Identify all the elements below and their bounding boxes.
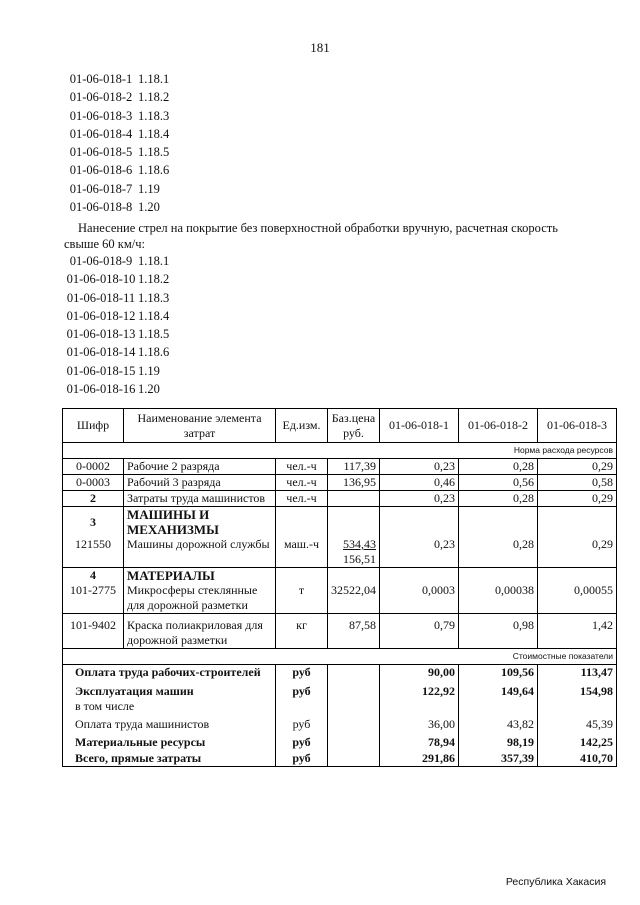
cell-name: Затраты труда машинистов — [124, 491, 276, 507]
cell-code: 0-0003 — [63, 475, 124, 491]
cost-row — [63, 714, 617, 732]
code: 01-06-018-14 — [66, 345, 136, 360]
cell-code: 0-0002 — [63, 459, 124, 475]
cell-value: 0,28 — [459, 459, 538, 475]
section-row-machines — [63, 507, 617, 538]
cell-price — [328, 491, 380, 507]
code-line — [64, 125, 169, 143]
cell-name: Краска полиакриловая для дорожной разметки — [124, 614, 276, 649]
cell-value: 0,23 — [380, 491, 459, 507]
table-row — [63, 614, 617, 649]
code-ref: 1.18.3 — [138, 290, 170, 305]
section-title: МАТЕРИАЛЫ — [124, 568, 276, 584]
cell-name: Рабочий 3 разряда — [124, 475, 276, 491]
cost-row — [63, 665, 617, 681]
cell-value: 0,00038 — [459, 583, 538, 614]
cell-empty — [276, 568, 328, 584]
cost-value: 43,82 — [459, 714, 538, 732]
code: 01-06-018-9 — [69, 254, 133, 268]
cost-value: 113,47 — [538, 665, 617, 681]
code-list-1 — [64, 70, 169, 216]
cost-row — [63, 680, 617, 699]
cell-value: 0,23 — [380, 537, 459, 568]
cell-price: 32522,04 — [328, 583, 380, 614]
code-line — [64, 107, 169, 125]
cell-empty — [328, 507, 380, 538]
cost-unit: руб — [276, 750, 328, 767]
cost-value: 122,92 — [380, 680, 459, 699]
code: 01-06-018-4 — [69, 126, 133, 141]
code: 01-06-018-6 — [69, 163, 133, 178]
code-line — [64, 70, 169, 88]
cost-row-total — [63, 750, 617, 767]
cell-code: 101-9402 — [63, 614, 124, 649]
cost-value: 109,56 — [459, 665, 538, 681]
cell-price: 117,39 — [328, 459, 380, 475]
cell-empty — [459, 568, 538, 584]
cell-empty — [538, 507, 617, 538]
code: 01-06-018-8 — [69, 200, 133, 215]
cell-code: 2 — [63, 491, 124, 507]
price-underlined: 534,43 — [343, 537, 376, 551]
cell-unit: чел.-ч — [276, 475, 328, 491]
cell-value: 0,28 — [459, 537, 538, 568]
cell-name: Машины дорожной службы — [124, 537, 276, 568]
table-header-row — [63, 409, 617, 443]
cell-code: 3 — [63, 507, 124, 538]
section-title: МАШИНЫ И МЕХАНИЗМЫ — [124, 507, 276, 538]
cost-value: 90,00 — [380, 665, 459, 681]
cell-empty — [380, 699, 459, 714]
cell-unit: чел.-ч — [276, 459, 328, 475]
cost-unit: руб — [276, 732, 328, 750]
cost-row — [63, 699, 617, 714]
cost-value: 36,00 — [380, 714, 459, 732]
cost-value: 410,70 — [538, 750, 617, 767]
price-secondary: 156,51 — [343, 552, 376, 566]
cost-name: Всего, прямые затраты — [63, 750, 276, 767]
table-row — [63, 475, 617, 491]
section-row-materials — [63, 568, 617, 584]
code: 01-06-018-5 — [69, 145, 133, 160]
cell-name: Рабочие 2 разряда — [124, 459, 276, 475]
cost-value: 45,39 — [538, 714, 617, 732]
code: 01-06-018-3 — [69, 108, 133, 123]
cell-value: 0,0003 — [380, 583, 459, 614]
cost-name: Оплата труда рабочих-строителей — [63, 665, 276, 681]
cell-empty — [328, 750, 380, 767]
cost-name: Материальные ресурсы — [63, 732, 276, 750]
cell-empty — [328, 665, 380, 681]
cell-value: 0,98 — [459, 614, 538, 649]
code-line — [64, 143, 169, 161]
cell-value: 0,28 — [459, 491, 538, 507]
code-ref: 1.18.2 — [138, 90, 170, 105]
cell-empty — [276, 699, 328, 714]
cell-empty — [459, 699, 538, 714]
code-line — [64, 198, 169, 216]
cell-value: 0,46 — [380, 475, 459, 491]
cost-caption-row — [63, 649, 617, 665]
cell-code: 121550 — [63, 537, 124, 568]
cell-unit: чел.-ч — [276, 491, 328, 507]
cell-value: 1,42 — [538, 614, 617, 649]
code-ref: 1.20 — [138, 200, 160, 215]
code: 01-06-018-13 — [66, 327, 136, 342]
code-line — [64, 362, 169, 380]
cell-empty — [328, 714, 380, 732]
cost-value: 98,19 — [459, 732, 538, 750]
cell-code: 101-2775 — [63, 583, 124, 614]
cell-empty — [459, 507, 538, 538]
cost-name: Эксплуатация машин — [63, 680, 276, 699]
cell-unit: маш.-ч — [276, 537, 328, 568]
code: 01-06-018-7 — [69, 181, 133, 196]
cell-price: 87,58 — [328, 614, 380, 649]
code-line — [64, 307, 169, 325]
cell-value: 0,23 — [380, 459, 459, 475]
cost-caption: Стоимостные показатели — [63, 649, 617, 665]
cell-value: 0,58 — [538, 475, 617, 491]
cost-unit: руб — [276, 714, 328, 732]
code-ref: 1.18.4 — [138, 308, 170, 323]
header-col2: 01-06-018-2 — [459, 409, 538, 443]
cost-value: 291,86 — [380, 750, 459, 767]
code-ref: 1.18.4 — [138, 126, 170, 141]
table-row — [63, 459, 617, 475]
work-description: Нанесение стрел на покрытие без поверхностной обработки вручную, расчетная скорость свыше 60 км/ч: — [64, 221, 558, 251]
code-ref: 1.18.1 — [138, 72, 170, 86]
code: 01-06-018-15 — [66, 363, 136, 378]
cost-unit: руб — [276, 680, 328, 699]
code-line — [64, 88, 169, 106]
cell-name: Микросферы стеклянные для дорожной разметки — [124, 583, 276, 614]
code-ref: 1.18.6 — [138, 163, 170, 178]
cell-empty — [328, 699, 380, 714]
norm-caption: Норма расхода ресурсов — [63, 443, 617, 459]
cell-code: 4 — [63, 568, 124, 584]
code-line — [64, 180, 169, 198]
code-ref: 1.19 — [138, 363, 160, 378]
norm-caption-row — [63, 443, 617, 459]
page-number: 181 — [310, 40, 330, 55]
cell-value: 0,79 — [380, 614, 459, 649]
cell-unit: кг — [276, 614, 328, 649]
code-line — [64, 325, 169, 343]
cell-empty — [380, 507, 459, 538]
code-line — [64, 252, 169, 270]
cell-price: 136,95 — [328, 475, 380, 491]
code-ref: 1.20 — [138, 382, 160, 397]
code-ref: 1.18.5 — [138, 327, 170, 342]
header-col3: 01-06-018-3 — [538, 409, 617, 443]
code: 01-06-018-1 — [69, 72, 133, 86]
code-ref: 1.18.3 — [138, 108, 170, 123]
cost-value: 149,64 — [459, 680, 538, 699]
code-ref: 1.18.1 — [138, 254, 170, 268]
code-list-2 — [64, 252, 169, 398]
code: 01-06-018-12 — [66, 308, 136, 323]
header-name: Наименование элемента затрат — [124, 409, 276, 443]
cell-empty — [538, 568, 617, 584]
code-line — [64, 343, 169, 361]
table-row — [63, 583, 617, 614]
code-ref: 1.19 — [138, 181, 160, 196]
cost-value: 357,39 — [459, 750, 538, 767]
code-line — [64, 380, 169, 398]
cell-value: 0,56 — [459, 475, 538, 491]
cell-empty — [276, 507, 328, 538]
cost-value: 154,98 — [538, 680, 617, 699]
cell-value: 0,29 — [538, 459, 617, 475]
cell-empty — [328, 732, 380, 750]
cost-value: 142,25 — [538, 732, 617, 750]
cell-empty — [328, 680, 380, 699]
code: 01-06-018-2 — [69, 90, 133, 105]
cost-unit: руб — [276, 665, 328, 681]
cost-name: Оплата труда машинистов — [63, 714, 276, 732]
cell-unit: т — [276, 583, 328, 614]
code-ref: 1.18.5 — [138, 145, 170, 160]
cell-value: 0,29 — [538, 491, 617, 507]
header-code: Шифр — [63, 409, 124, 443]
code-line — [64, 289, 169, 307]
cell-empty — [538, 699, 617, 714]
cell-value: 0,29 — [538, 537, 617, 568]
header-col1: 01-06-018-1 — [380, 409, 459, 443]
cell-value: 0,00055 — [538, 583, 617, 614]
table-row — [63, 491, 617, 507]
cell-empty — [380, 568, 459, 584]
cost-row — [63, 732, 617, 750]
cell-price — [328, 537, 380, 568]
code: 01-06-018-10 — [66, 272, 136, 287]
code-line — [64, 270, 169, 288]
code-line — [64, 161, 169, 179]
cell-empty — [328, 568, 380, 584]
footer-region: Республика Хакасия — [505, 876, 606, 888]
cost-name: в том числе — [63, 699, 276, 714]
resource-table — [62, 408, 617, 767]
code: 01-06-018-11 — [66, 290, 136, 305]
cost-value: 78,94 — [380, 732, 459, 750]
code-ref: 1.18.2 — [138, 272, 170, 287]
table-row — [63, 537, 617, 568]
header-unit: Ед.изм. — [276, 409, 328, 443]
code-ref: 1.18.6 — [138, 345, 170, 360]
code: 01-06-018-16 — [66, 382, 136, 397]
header-price: Баз.цена руб. — [328, 409, 380, 443]
